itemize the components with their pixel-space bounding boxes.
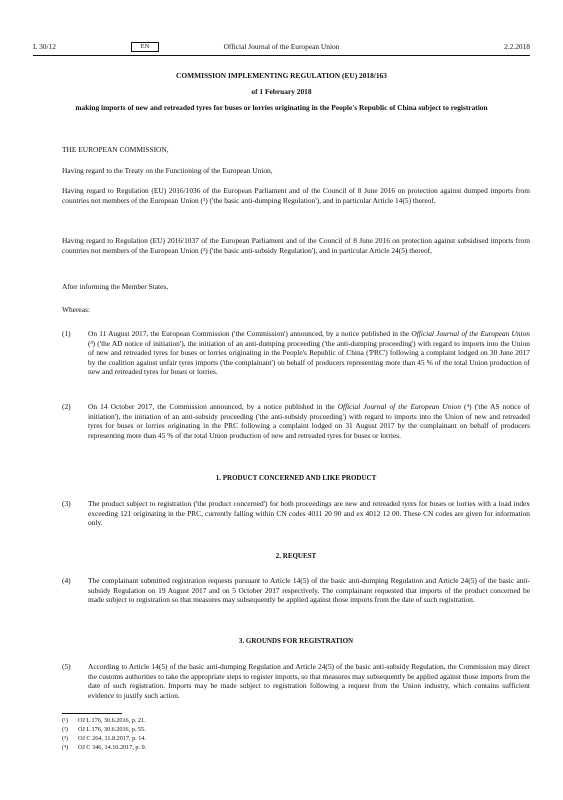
- publication-date: 2.2.2018: [504, 42, 530, 51]
- preamble-whereas: Whereas:: [62, 305, 90, 314]
- footnote: (³) OJ C 264, 11.8.2017, p. 14.: [62, 735, 147, 742]
- recital-text: According to Article 14(5) of the basic anti-dumping Regulation and Article 24(5) of the basic anti-subsidy Regulation, the Commission may direct the customs authorities to take the appropriate steps to register imports, so that measures may subsequently be applied against those imports from the date of such registration. Imports may be made subject to registration following a request from the Union industry, which contains sufficient evidence to justify such action.: [88, 662, 530, 700]
- preamble-member-states: After informing the Member States,: [62, 282, 169, 291]
- section-heading-product: 1. PRODUCT CONCERNED AND LIKE PRODUCT: [215, 474, 377, 482]
- recital-number: (4): [62, 576, 71, 585]
- recital-number: (1): [62, 329, 71, 338]
- preamble-reg-1037: Having regard to Regulation (EU) 2016/1037 of the European Parliament and of the Council of 8 June 2016 on protection against subsidised imports from countries not members of the European Union (²) ('the basic anti-subsidy Regulation'), and in particular Article 24(5) thereof,: [62, 236, 530, 255]
- section-heading-grounds: 3. GROUNDS FOR REGISTRATION: [238, 637, 354, 645]
- preamble-reg-1036: Having regard to Regulation (EU) 2016/1036 of the European Parliament and of the Council of 8 June 2016 on protection against dumped imports from countries not members of the European Union (¹) ('the basic anti-dumping Regulation'), and in particular Article 14(5) thereof,: [62, 186, 530, 205]
- journal-name: Official Journal of the European Union: [223, 42, 340, 51]
- preamble-commission: THE EUROPEAN COMMISSION,: [62, 145, 169, 154]
- regulation-subject: making imports of new and retreaded tyres for buses or lorries originating in the People's Republic of China subject to registration: [75, 103, 488, 112]
- recital-text: On 11 August 2017, the European Commission ('the Commission') announced, by a notice published in the Official Journal of the European Union (³) ('the AD notice of initiation'), the initiation of an anti-dumping proceeding ('the anti-dumping proceeding') with regard to imports into the Union of new and retreaded tyres for buses or lorries originating in the People's Republic of China ('PRC') following a complaint lodged on 30 June 2017 by the coalition against unfair tyres imports ('the complainant') on behalf of producers representing more than 45 % of the total Union production of new and retreaded tyres for buses or lorries.: [88, 329, 530, 377]
- section-heading-request: 2. REQUEST: [275, 552, 317, 560]
- page-header: [33, 41, 530, 53]
- recital-text: The product subject to registration ('the product concerned') for both proceedings are new and retreaded tyres for buses or lorries with a load index exceeding 121 originating in the PRC, currently falling within CN codes 4011 20 90 and ex 4012 12 00. These CN codes are given for information only.: [88, 499, 530, 528]
- language-badge: EN: [131, 42, 159, 52]
- regulation-title: COMMISSION IMPLEMENTING REGULATION (EU) 2018/163: [176, 71, 387, 80]
- recital-number: (5): [62, 662, 71, 671]
- recital-number: (3): [62, 499, 71, 508]
- preamble-treaty: Having regard to the Treaty on the Functioning of the European Union,: [62, 166, 273, 175]
- header-rule: [33, 55, 530, 56]
- footnote-rule: [62, 713, 122, 714]
- footnote: (¹) OJ L 176, 30.6.2016, p. 21.: [62, 717, 146, 724]
- footnote: (²) OJ L 176, 30.6.2016, p. 55.: [62, 726, 146, 733]
- recital-text: On 14 October 2017, the Commission announced, by a notice published in the Official Journal of the European Union (⁴) ('the AS notice of initiation'), the initiation of an anti-subsidy proceeding ('the anti-subsidy proceeding') with regard to imports into the Union of new and retreaded tyres for buses or lorries originating in the PRC following a complaint lodged on 31 August 2017 by the complainant on behalf of producers representing more than 45 % of the total Union production of new and retreaded tyres for buses or lorries.: [88, 402, 530, 440]
- recital-text: The complainant submitted registration requests pursuant to Article 14(5) of the basic anti-dumping Regulation and Article 24(5) of the basic anti-subsidy Regulation on 19 August 2017 and on 5 October 2017 respectively. The complainant requested that imports of the product concerned be made subject to registration so that measures may subsequently be applied against those imports from the date of such registration.: [88, 576, 530, 605]
- recital-number: (2): [62, 402, 71, 411]
- page-reference: L 30/12: [33, 42, 56, 51]
- footnote: (⁴) OJ C 346, 14.10.2017, p. 9.: [62, 744, 147, 751]
- regulation-date: of 1 February 2018: [251, 87, 312, 96]
